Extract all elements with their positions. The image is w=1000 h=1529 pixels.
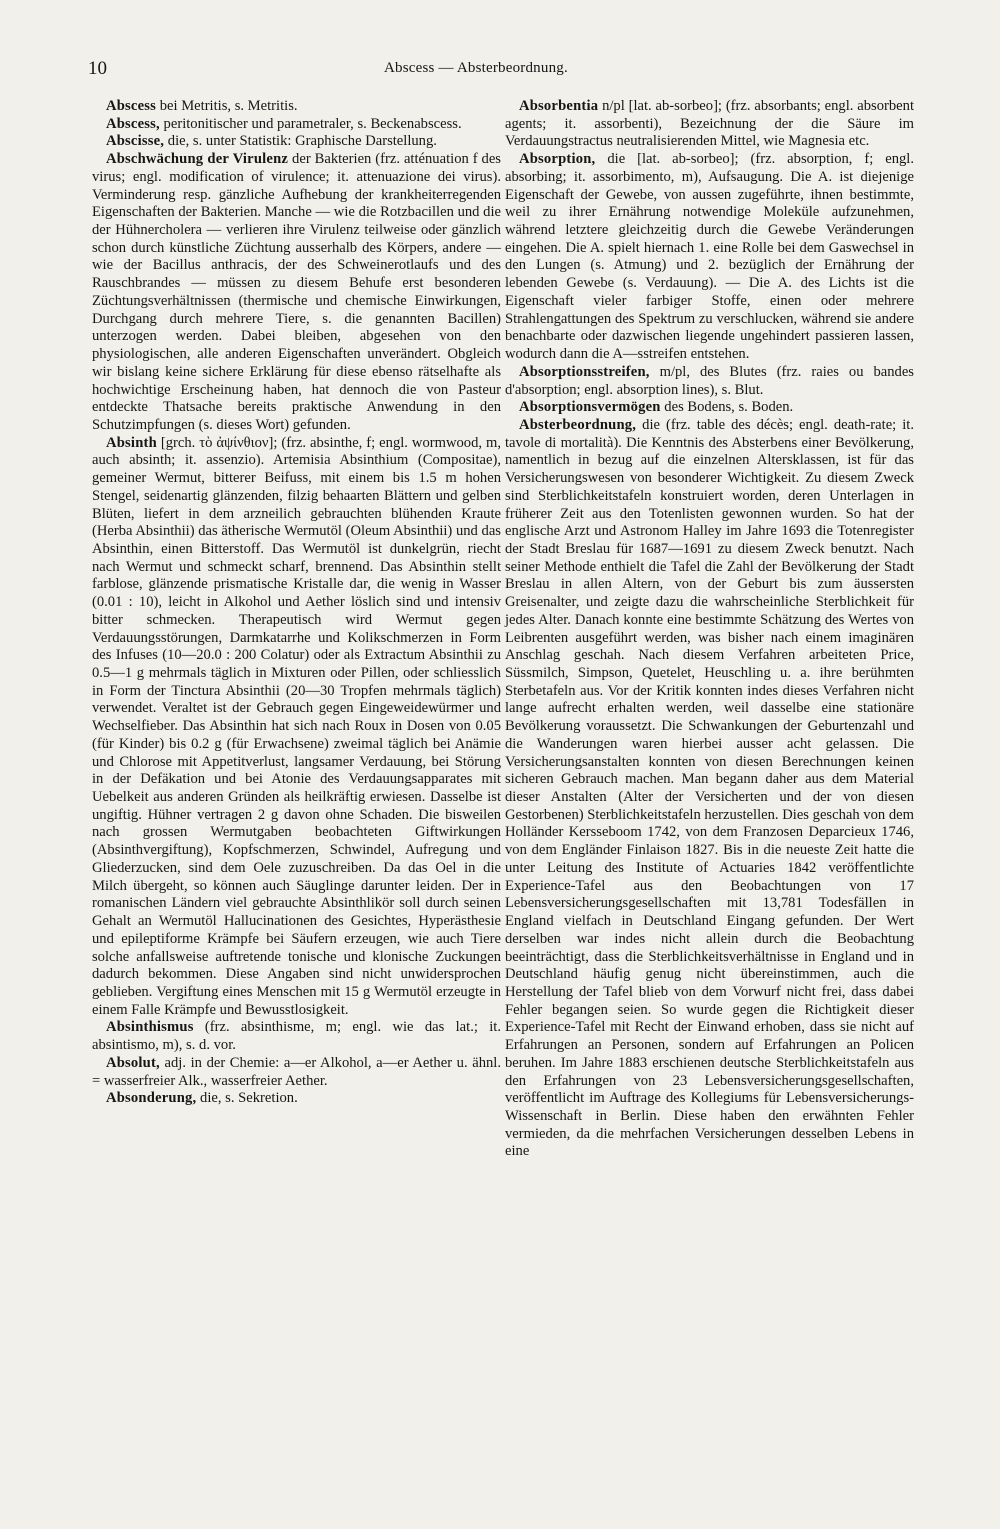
- entry-text: des Bodens, s. Boden.: [660, 399, 794, 416]
- entry-text: n/pl [lat. ab-sorbeo]; (frz. absorbants; engl. absorbent agents; it. assorbenti), Bezeichnung der die Säure im Verdauungstractus neutralisierenden Mittel, wie Magnesia etc.: [505, 98, 914, 150]
- entry-absonderung: [92, 1090, 501, 1108]
- page-number: 10: [88, 58, 107, 79]
- entry-absinth: [92, 435, 501, 1020]
- headword: Absterbeordnung,: [519, 416, 637, 433]
- running-head: Abscess — Absterbeordnung.: [384, 60, 568, 76]
- entry-abscess-metritis: [92, 98, 501, 116]
- right-column: [505, 98, 914, 1161]
- entry-text: m/pl, des Blutes (frz. raies ou bandes d'absorption; engl. absorption lines), s. Blut.: [505, 363, 914, 398]
- headword: Absorption,: [519, 151, 596, 168]
- headword: Absorptionsstreifen,: [519, 363, 650, 380]
- headword: Abscess,: [106, 115, 160, 132]
- entry-text: [grch. τὸ ἀψίνθιον]; (frz. absinthe, f; engl. wormwood, m, auch absinth; it. assenzio). Artemisia Absinthium (Compositae), gemeiner Wermut, bitterer Beifuss, mit einem bis 1.5 m hohen Stengel, seidenartig glänzenden, filzig behaarten Blättern und gelben Blüten, liefert in dem arzneilich gebrauchten blühenden Kraute (Herba Absinthii) das ätherische Wermutöl (Oleum Absinthii) und das Absinthin, einen Bitterstoff. Das Wermutöl ist dunkelgrün, riecht nach Wermut und schmeckt scharf, brennend. Das Absinthin stellt farblose, glänzende prismatische Kristalle dar, die wenig in Wasser (0.01 : 10), leicht in Alkohol und Aether löslich sind und intensiv bitter schmecken. Therapeutisch wird Wermut gegen Verdauungsstörungen, Darmkatarrhe und Kolikschmerzen in Form des Infuses (10—20.0 : 200 Colatur) oder als Extractum Absinthii zu 0.5—1 g mehrmals täglich in Mixturen oder Pillen, oder schliesslich in Form der Tinctura Absinthii (20—30 Tropfen mehrmals täglich) verwendet. Veraltet ist der Gebrauch gegen Eingeweidewürmer und Wechselfieber. Das Absinthin hat sich nach Roux in Dosen von 0.05 (für Kinder) bis 0.2 g (für Erwachsene) zweimal täglich bei Anämie und Chlorose mit Appetitverlust, langsamer Verdauung, bei Störung in der Defäkation und bei Atonie des Verdauungsapparates mit Uebelkeit aus anderen Gründen als heilkräftig erwiesen. Dasselbe ist ungiftig. Hühner vertragen 2 g davon ohne Schaden. Die bisweilen nach grossen Wermutgaben beobachteten Giftwirkungen (Absinthvergiftung), Kopfschmerzen, Schwindel, Aufregung und Gliederzucken, sind dem Oele zuzuschreiben. Da das Oel in die Milch übergeht, so können auch Säuglinge darunter leiden. Der in romanischen Ländern viel gebrauchte Absinthlikör soll durch seinen Gehalt an Wermutöl Hallucinationen des Gesichtes, Hyperästhesie und epileptiforme Krämpfe bei Säufern erzeugen, wie auch Tiere solche anfallsweise auftretende tonische und klonische Zuckungen dadurch bekommen. Diese Angaben sind nicht unwidersprochen geblieben. Vergiftung eines Menschen mit 15 g Wermutöl erzeugte in einem Falle Krämpfe und Bewusstlosigkeit.: [92, 434, 501, 1018]
- entry-text: der Bakterien (frz. atténuation f des virus; engl. modification of virulence; it. attenuazione dei virus). Verminderung resp. gänzliche Aufhebung der krankheiterregenden Eigenschaften der Bakterien. Manche — wie die Rotzbacillen und die der Hühnercholera — verlieren ihre Virulenz teilweise oder gänzlich schon durch künstliche Züchtung ausserhalb des Körpers, andere — wie der Bacillus anthracis, der des Schweinerotlaufs und des Rauschbrandes — müssen zu diesem Behufe erst besonderen Züchtungsverhältnissen (thermische und chemische Einwirkungen, Durchgang durch mehrere Tiere, s. die genannten Bacillen) unterzogen werden. Dabei bleiben, abgesehen von den physiologischen, alle anderen Eigenschaften unverändert. Obgleich wir bislang keine sichere Erklärung für diese ebenso rätselhafte als hochwichtige Erscheinung haben, hat dennoch die von Pasteur entdeckte Thatsache bereits praktische Anwendung in den Schutzimpfungen (s. dieses Wort) gefunden.: [92, 151, 501, 433]
- entry-text: die (frz. table des décès; engl. death-rate; it. tavole di mortalità). Die Kenntnis des Absterbens einer Bevölkerung, namentlich in bezug auf die einzelnen Altersklassen, ist für das Versicherungswesen von besonderer Wichtigkeit. Zu diesem Zweck sind Sterblichkeitstafeln konstruiert worden, deren Unterlagen in früherer Zeit aus den Totenlisten gewonnen wurden. So hat der englische Arzt und Astronom Halley im Jahre 1693 die Totenregister der Stadt Breslau für 1687—1691 zu diesem Zweck benutzt. Nach seiner Methode enthielt die Tafel die Zahl der Bevölkerung der Stadt Breslau in allen Altern, von der Geburt bis zum äussersten Greisenalter, und zeigte dazu die wahrscheinliche Sterblichkeit für jedes Alter. Danach konnte eine bestimmte Schätzung des Wertes von Leibrenten ausgeführt werden, was bisher nach einem imaginären Anschlag geschah. Nach diesem Verfahren arbeiteten Price, Süssmilch, Simpson, Quetelet, Heuschling u. a. ihre berühmten Sterbetafeln aus. Vor der Kritik konnten indes dieses Verfahren nicht lange aufrecht erhalten werden, weil dasselbe eine stationäre Bevölkerung voraussetzt. Die Schwankungen der Geburtenzahl und die Wanderungen waren hierbei ausser acht gelassen. Die Versicherungsanstalten konnten von diesen Berechnungen keinen sicheren Gebrauch machen. Man begann daher aus dem Material dieser Anstalten (Alter der Versicherten und der von diesen Gestorbenen) Sterblichkeitstafeln herzustellen. Dies geschah von dem Holländer Kersseboom 1742, von dem Franzosen Deparcieux 1746, von dem Engländer Finlaison 1827. Bis in die neueste Zeit hatte die unter Leitung des Institute of Actuaries 1842 veröffentlichte Experience-Tafel aus den Beobachtungen von 17 Lebensversicherungsgesellschaften mit 13,781 Todesfällen in England vielfach in Deutschland Eingang gefunden. Der Wert derselben war indes nicht allein durch die Beobachtung beeinträchtigt, dass die Sterblichkeitsverhältnisse in England und in Deutschland häufig genug nicht übereinstimmen, auch die Herstellung der Tafel blieb von dem Vorwurf nicht frei, dass dabei Fehler begangen seien. So wurde gegen die Richtigkeit dieser Experience-Tafel mit Recht der Einwand erhoben, dass sie nicht auf Erfahrungen an Personen, sondern auf Erfahrungen an Policen beruhen. Im Jahre 1883 erschienen deutsche Sterblichkeitstafeln aus den Erfahrungen von 23 Lebensversicherungsgesellschaften, veröffentlicht im Auftrage des Kollegiums für Lebensversicherungs-Wissenschaft in Berlin. Diese haben den erwähnten Fehler vermieden, da die mehrfachen Versicherungen desselben Lebens in eine: [505, 416, 914, 1160]
- entry-text: die, s. Sekretion.: [196, 1090, 298, 1107]
- page-header: [0, 0, 1000, 95]
- entry-abscisse: [92, 133, 501, 151]
- entry-abschwaechung: [92, 151, 501, 435]
- headword: Abscess: [106, 98, 157, 114]
- entry-absolut: [92, 1055, 501, 1090]
- entry-abscess-peritonitischer: [92, 116, 501, 134]
- headword: Abschwächung der Virulenz: [106, 151, 289, 168]
- entry-text: die, s. unter Statistik: Graphische Darstellung.: [164, 133, 437, 150]
- entry-absorptionsvermoegen: [505, 399, 914, 417]
- entry-text: adj. in der Chemie: a—er Alkohol, a—er Aether u. ähnl. = wasserfreier Alk., wasserfreier Aether.: [92, 1054, 501, 1089]
- headword: Absolut,: [106, 1054, 160, 1071]
- entry-absorptionsstreifen: [505, 364, 914, 399]
- headword: Absorbentia: [519, 98, 599, 114]
- entry-absorbentia: [505, 98, 914, 151]
- entry-text: bei Metritis, s. Metritis.: [156, 98, 298, 114]
- headword: Abscisse,: [106, 133, 165, 150]
- entry-text: die [lat. ab-sorbeo]; (frz. absorption, f; engl. absorbing; it. assorbimento, m), Aufsaugung. Die A. ist diejenige Eigenschaft der Gewebe, von aussen zugeführte, ihnen bestimmte, weil zu ihrer Ernährung notwendige Moleküle aufzunehmen, während letztere gleichzeitig durch die Gewebe Veränderungen eingehen. Die A. spielt hiernach 1. eine Rolle bei dem Gaswechsel in den Lungen (s. Atmung) und 2. bezüglich der Ernährung der lebenden Gewebe (s. Verdauung). — Die A. des Lichts ist die Eigenschaft vieler farbiger Stoffe, einen oder mehrere Strahlengattungen des Spektrum zu verschlucken, während sie andere benachbarte oder dazwischen liegende ungehindert passieren lassen, wodurch dann die A—sstreifen entstehen.: [505, 151, 914, 363]
- entry-absorption: [505, 151, 914, 364]
- entry-text: peritonitischer und parametraler, s. Beckenabscess.: [159, 115, 462, 132]
- headword: Absinthismus: [106, 1019, 194, 1036]
- entry-absinthismus: [92, 1019, 501, 1054]
- headword: Absonderung,: [106, 1090, 197, 1107]
- headword: Absinth: [106, 434, 157, 451]
- left-column: [92, 98, 501, 1108]
- entry-text: (frz. absinthisme, m; engl. wie das lat.; it. absintismo, m), s. d. vor.: [92, 1019, 501, 1054]
- headword: Absorptionsvermögen: [519, 399, 661, 416]
- entry-absterbeordnung: [505, 417, 914, 1161]
